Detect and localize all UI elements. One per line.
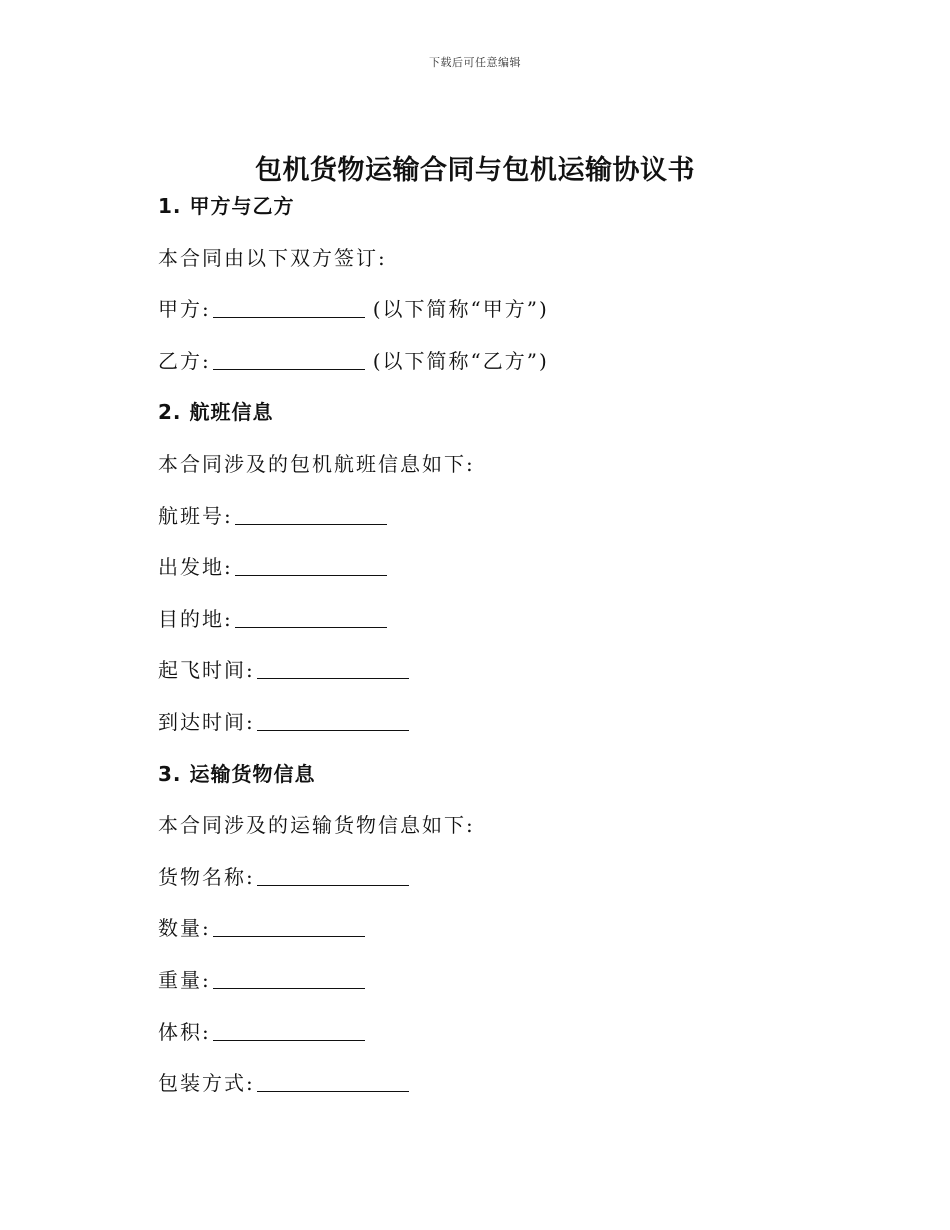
takeoff-time-line — [158, 654, 858, 706]
volume-label: 体积: — [158, 1019, 211, 1044]
quantity-label: 数量: — [158, 916, 211, 941]
cargo-name-line — [158, 861, 858, 913]
packaging-label: 包装方式: — [158, 1071, 255, 1096]
destination-line — [158, 603, 858, 655]
destination-label: 目的地: — [158, 606, 233, 631]
flight-number-blank[interactable] — [235, 504, 387, 525]
section-heading-flight: 2. 航班信息 — [158, 400, 274, 425]
flight-intro: 本合同涉及的包机航班信息如下: — [158, 451, 475, 476]
party-a-blank[interactable] — [213, 297, 365, 318]
arrival-time-line — [158, 706, 858, 758]
flight-number-label: 航班号: — [158, 503, 233, 528]
departure-blank[interactable] — [235, 555, 387, 576]
cargo-name-label: 货物名称: — [158, 864, 255, 889]
document-body — [158, 190, 858, 1119]
arrival-time-blank[interactable] — [257, 710, 409, 731]
party-a-line — [158, 293, 858, 345]
destination-blank[interactable] — [235, 607, 387, 628]
packaging-blank[interactable] — [257, 1071, 409, 1092]
volume-blank[interactable] — [213, 1020, 365, 1041]
takeoff-time-blank[interactable] — [257, 658, 409, 679]
volume-line — [158, 1016, 858, 1068]
party-b-label: 乙方: — [158, 348, 211, 373]
departure-label: 出发地: — [158, 555, 233, 580]
flight-number-line — [158, 500, 858, 552]
weight-label: 重量: — [158, 967, 211, 992]
party-b-blank[interactable] — [213, 349, 365, 370]
parties-intro: 本合同由以下双方签订: — [158, 245, 387, 270]
weight-line — [158, 964, 858, 1016]
document-title: 包机货物运输合同与包机运输协议书 — [255, 155, 695, 186]
section-heading-parties: 1. 甲方与乙方 — [158, 194, 295, 218]
departure-line — [158, 551, 858, 603]
cargo-name-blank[interactable] — [257, 865, 409, 886]
arrival-time-label: 到达时间: — [158, 709, 255, 734]
takeoff-time-label: 起飞时间: — [158, 658, 255, 683]
cargo-intro: 本合同涉及的运输货物信息如下: — [158, 813, 475, 838]
header-note: 下载后可任意编辑 — [429, 56, 521, 69]
section-heading-cargo: 3. 运输货物信息 — [158, 761, 316, 786]
weight-blank[interactable] — [213, 968, 365, 989]
party-b-suffix: (以下简称“乙方”) — [372, 348, 549, 373]
packaging-line — [158, 1067, 858, 1119]
quantity-blank[interactable] — [213, 916, 365, 937]
party-a-label: 甲方: — [158, 297, 211, 322]
party-a-suffix: (以下简称“甲方”) — [372, 297, 549, 322]
party-b-line — [158, 345, 858, 397]
quantity-line — [158, 912, 858, 964]
